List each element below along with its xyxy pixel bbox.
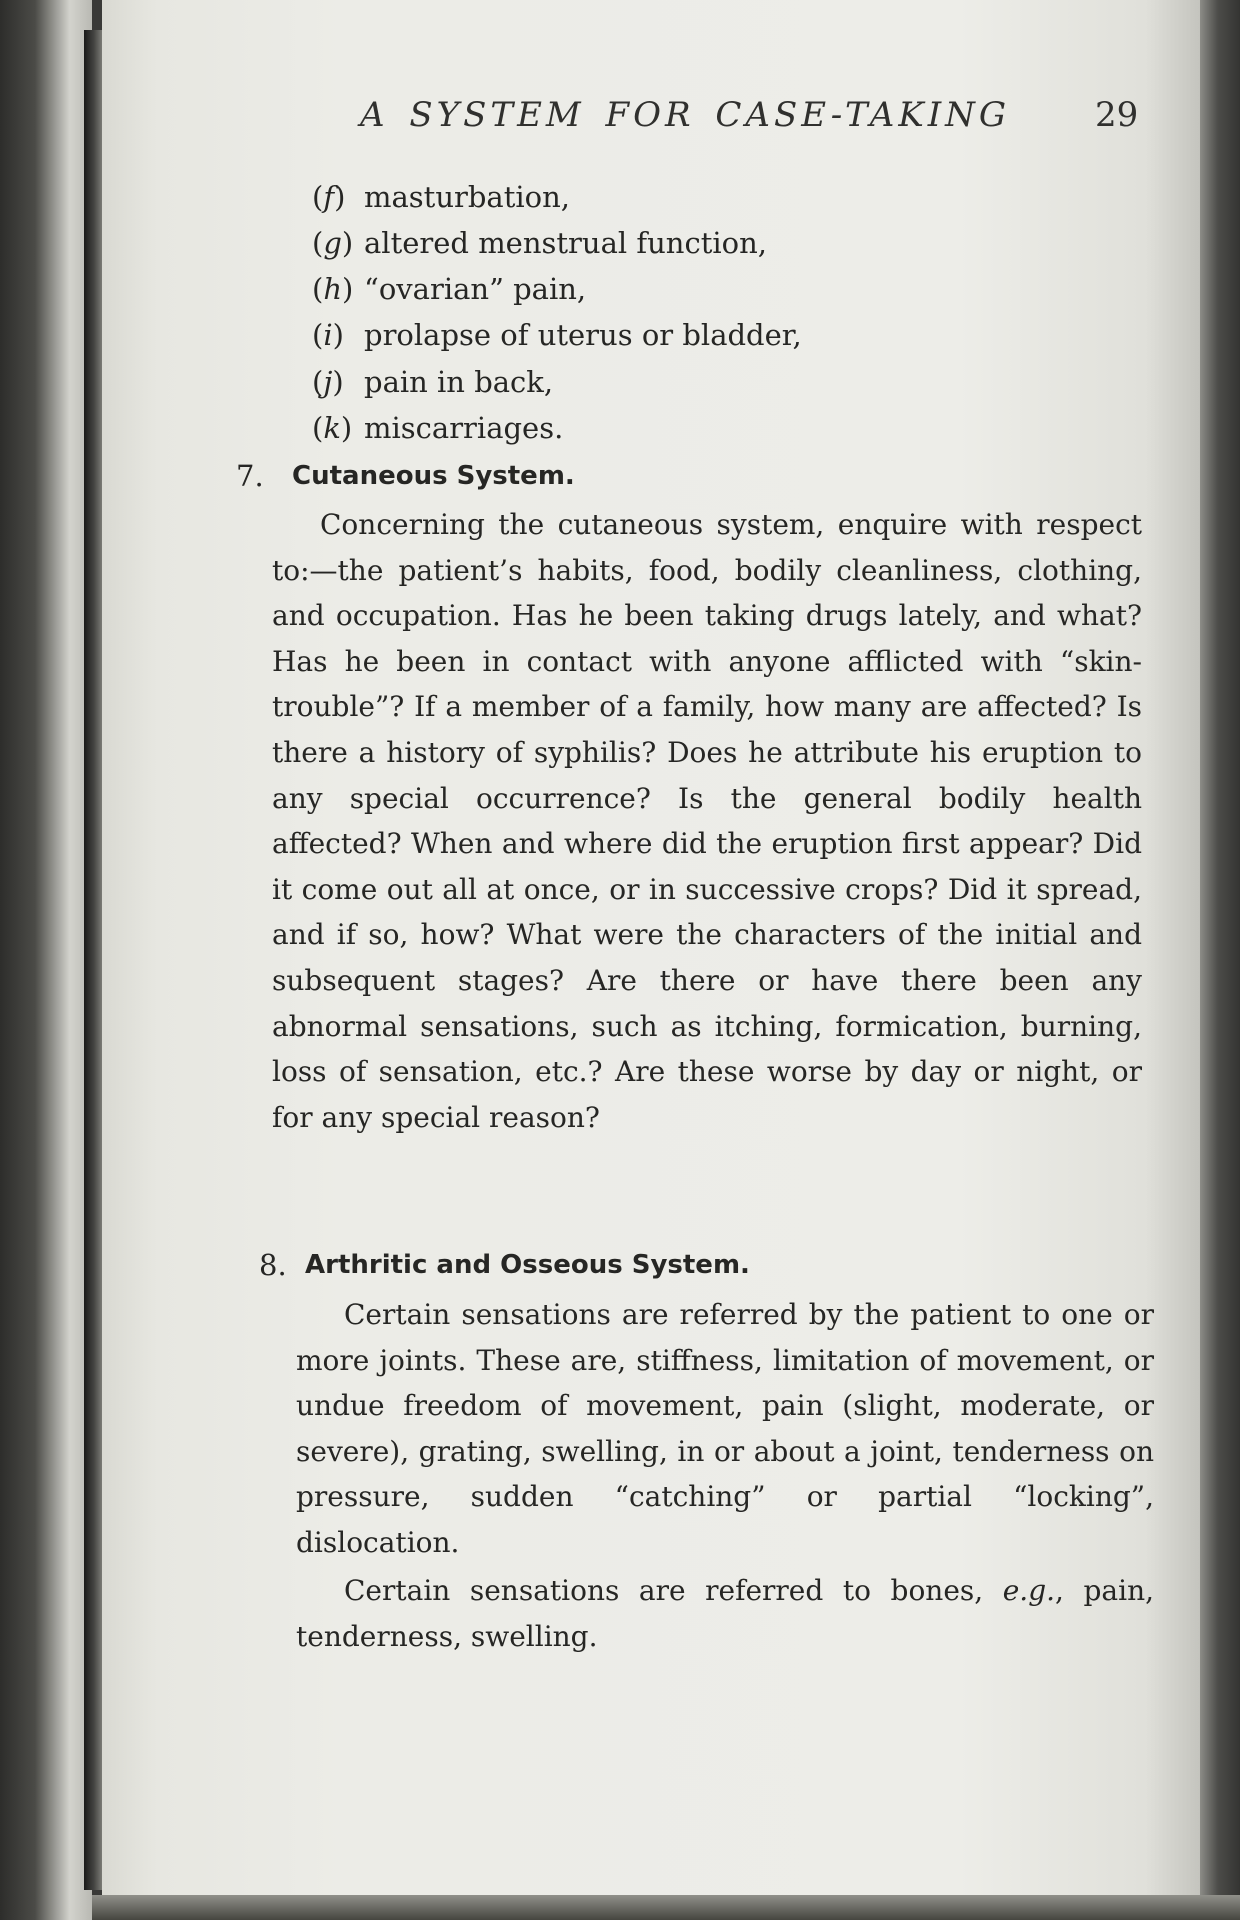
- list-item: [312, 410, 563, 446]
- list-item-text: altered menstrual function,: [364, 226, 767, 260]
- book-gutter: [84, 30, 102, 1890]
- list-item: [312, 179, 570, 215]
- section-8-heading: Arthritic and Osseous System.: [305, 1250, 750, 1280]
- list-item-text: pain in back,: [364, 365, 554, 399]
- list-item: [312, 317, 802, 353]
- list-item-text: prolapse of uterus or bladder,: [364, 318, 802, 352]
- abbreviation-eg: e.g.: [1002, 1574, 1056, 1607]
- list-item: [312, 364, 553, 400]
- list-item-text: miscarriages.: [364, 411, 564, 445]
- list-item: [312, 225, 767, 261]
- book-cover-edge: [1200, 0, 1240, 1920]
- paragraph-2-text-end: , pain, tenderness, swelling.: [296, 1574, 1154, 1653]
- book-bottom-edge: [92, 1895, 1240, 1920]
- list-item-letter: (j): [312, 365, 344, 399]
- section-7-number: 7.: [236, 459, 264, 493]
- section-8-paragraph-2: [296, 1568, 1154, 1659]
- section-8-number: 8.: [259, 1248, 287, 1282]
- facing-page-edge: [0, 0, 92, 1920]
- page-number: 29: [1095, 95, 1139, 135]
- paragraph-2-text-start: Certain sensations are referred to bones,: [344, 1574, 1003, 1607]
- section-7-heading: Cutaneous System.: [292, 461, 575, 491]
- list-item-text: “ovarian” pain,: [364, 272, 587, 306]
- list-item-letter: (k): [312, 411, 353, 445]
- list-item-text: masturbation,: [364, 180, 571, 214]
- section-7-paragraph: Concerning the cutaneous system, enquire with respect to:—the patient’s habits, food, bodily cleanliness, clothing, and occupation. Has he been taking drugs lately, and what? Has he been in contact with anyone afflicted with “skin-trouble”? If a member of a family, how many are affected? Is there a history of syphilis? Does he attribute his eruption to any special occurrence? Is the general bodily health affected? When and where did the eruption first appear? Did it come out all at once, or in successive crops? Did it spread, and if so, how? What were the characters of the initial and subsequent stages? Are there or have there been any abnormal sensations, such as itching, formication, burning, loss of sensation, etc.? Are these worse by day or night, or for any special reason?: [272, 508, 1142, 1134]
- list-item-letter: (h): [312, 272, 354, 306]
- list-item: [312, 271, 586, 307]
- section-8-paragraph-1: Certain sensations are referred by the patient to one or more joints. These are, stiffness, limitation of movement, or undue freedom of movement, pain (slight, moderate, or severe), grating, swelling, in or about a joint, tenderness on pressure, sudden “catching” or partial “locking”, dislocation.: [296, 1298, 1154, 1559]
- list-item-letter: (i): [312, 318, 344, 352]
- running-head: A SYSTEM FOR CASE-TAKING: [360, 95, 1011, 135]
- list-item-letter: (f): [312, 180, 346, 214]
- list-item-letter: (g): [312, 226, 354, 260]
